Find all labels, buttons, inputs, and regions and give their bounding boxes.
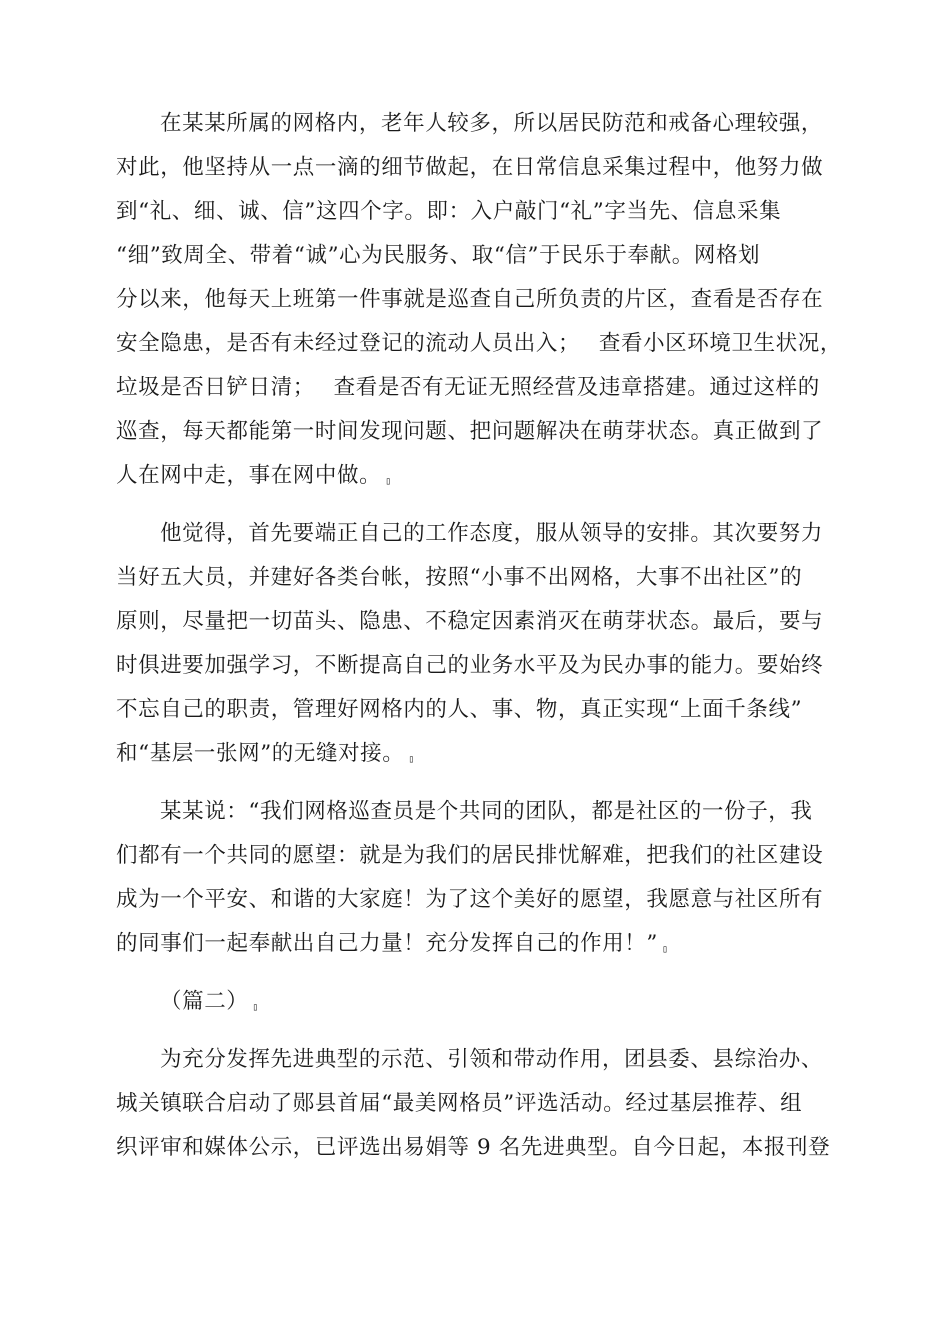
text-line-last — [116, 924, 856, 970]
text-line: 为充分发挥先进典型的示范、引领和带动作用，团县委、县综治办、 — [160, 1047, 824, 1072]
text-line-content: 和“基层一张网”的无缝对接。 — [116, 741, 405, 766]
text-line: 不忘自己的职责，管理好网格内的人、事、物，真正实现“上面千条线” — [116, 697, 803, 722]
text-line: 成为一个平安、和谐的大家庭！为了这个美好的愿望，我愿意与社区所有 — [116, 887, 824, 912]
text-line: 城关镇联合启动了郧县首届“最美网格员”评选活动。经过基层推荐、组 — [116, 1091, 803, 1116]
text-line: 当好五大员，并建好各类台帐，按照“小事不出网格，大事不出社区”的 — [116, 565, 803, 590]
text-line: 们都有一个共同的愿望：就是为我们的居民排忧解难，把我们的社区建设 — [116, 843, 824, 868]
section-heading-text: （篇二） — [160, 989, 249, 1014]
text-line: 巡查，每天都能第一时间发现问题、把问题解决在萌芽状态。真正做到了 — [116, 419, 824, 444]
paragraph-mark: ▯ — [662, 944, 669, 955]
text-line-content: 的同事们一起奉献出自己力量！充分发挥自己的作用！” — [116, 931, 658, 956]
text-line-last — [116, 734, 856, 780]
text-line: 到“礼、细、诚、信”这四个字。即：入户敲门“礼”字当先、信息采集 — [116, 199, 782, 224]
text-line: 原则，尽量把一切苗头、隐患、不稳定因素消灭在萌芽状态。最后，要与 — [116, 609, 824, 634]
text-line: 垃圾是否日铲日清； 查看是否有无证无照经营及违章搭建。通过这样的 — [116, 375, 820, 400]
paragraph-mark: ▯ — [408, 754, 416, 765]
text-line: “细”致周全、带着“诚”心为民服务、取“信”于民乐于奉献。网格划 — [116, 243, 761, 268]
text-line: 安全隐患，是否有未经过登记的流动人员出入； 查看小区环境卫生状况， — [116, 331, 842, 356]
text-line: 时俱进要加强学习，不断提高自己的业务水平及为民办事的能力。要始终 — [116, 653, 824, 678]
text-line: 对此，他坚持从一点一滴的细节做起，在日常信息采集过程中，他努力做 — [116, 155, 824, 180]
paragraph-mark: ▯ — [385, 476, 392, 487]
text-line: 他觉得，首先要端正自己的工作态度，服从领导的安排。其次要努力 — [160, 521, 824, 546]
text-line-last — [116, 456, 856, 502]
text-line: 某某说：“我们网格巡查员是个共同的团队，都是社区的一份子，我 — [160, 799, 813, 824]
text-line: 分以来，他每天上班第一件事就是巡查自己所负责的片区，查看是否存在 — [116, 287, 824, 312]
text-line: 在某某所属的网格内，老年人较多，所以居民防范和戒备心理较强， — [160, 111, 824, 136]
paragraph-mark: ▯ — [252, 1002, 260, 1013]
text-line: 织评审和媒体公示，已评选出易娟等 9 名先进典型。自今日起，本报刊登 — [116, 1135, 831, 1160]
section-heading-line — [160, 982, 900, 1028]
text-line-content: 人在网中走，事在网中做。 — [116, 463, 382, 488]
